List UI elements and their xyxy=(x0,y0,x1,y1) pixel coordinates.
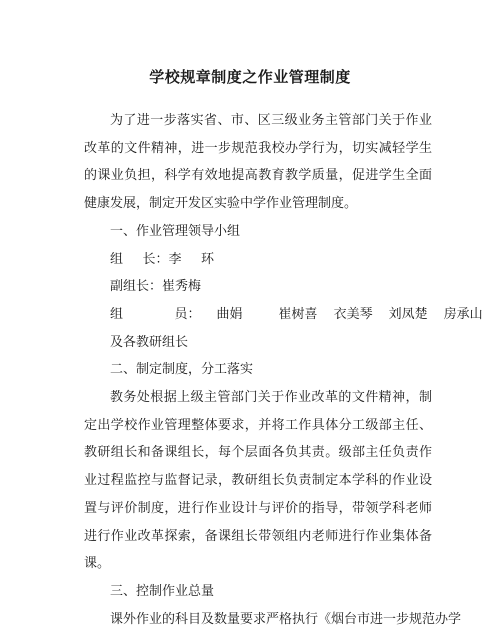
leader-label-a: 组 xyxy=(110,251,124,267)
member-name: 崔树喜 xyxy=(278,306,318,322)
leader-name-a: 李 xyxy=(168,251,182,267)
intro-paragraph: 为了进一步落实省、市、区三级业务主管部门关于作业改革的文件精神，进一步规范我校办学行为，切实减轻学生的课业负担，科学有效地提高教育教学质量，促进学生全面健康发展，制定开发区实验中学作业管理制度。 xyxy=(84,113,432,212)
section3-heading: 三、控制作业总量 xyxy=(110,583,215,599)
members-label xyxy=(110,307,259,322)
section2-paragraph: 教务处根据上级主管部门关于作业改革的文件精神，制定出学校作业管理整体要求，并将工作具体分工级部主任、教研组长和备课组长，每个层面各负其责。级部主任负责作业过程监控与监督记录，教研组长负责制定本学科的作业设置与评价制度，进行作业设计与评价的指导，带领学科老师进行作业改革探索，备课组长带领组内老师进行作业集体备课。 xyxy=(84,390,432,572)
members-label-b: 员： xyxy=(174,306,201,322)
member-name: 刘凤楚 xyxy=(388,306,428,322)
document-body xyxy=(84,107,483,633)
member-name: 衣美琴 xyxy=(333,306,373,322)
section3-paragraph: 课外作业的科目及数量要求严格执行《烟台市进一步规范办学 xyxy=(110,611,462,627)
members-label-a: 组 xyxy=(110,306,124,322)
leader-label-b: 长： xyxy=(142,251,169,267)
members-line xyxy=(84,301,483,329)
deputy-line: 副组长：崔秀梅 xyxy=(110,279,202,295)
page-title: 学校规章制度之作业管理制度 xyxy=(149,68,351,86)
section1-heading: 一、作业管理领导小组 xyxy=(110,223,241,239)
leader-name-b: 环 xyxy=(201,251,215,267)
member-name: 曲娟 xyxy=(216,306,243,322)
member-name: 房承山 xyxy=(443,306,483,322)
leader-line xyxy=(84,246,432,274)
members-extra: 及各教研组长 xyxy=(110,334,189,350)
section2-heading: 二、制定制度，分工落实 xyxy=(110,362,254,378)
